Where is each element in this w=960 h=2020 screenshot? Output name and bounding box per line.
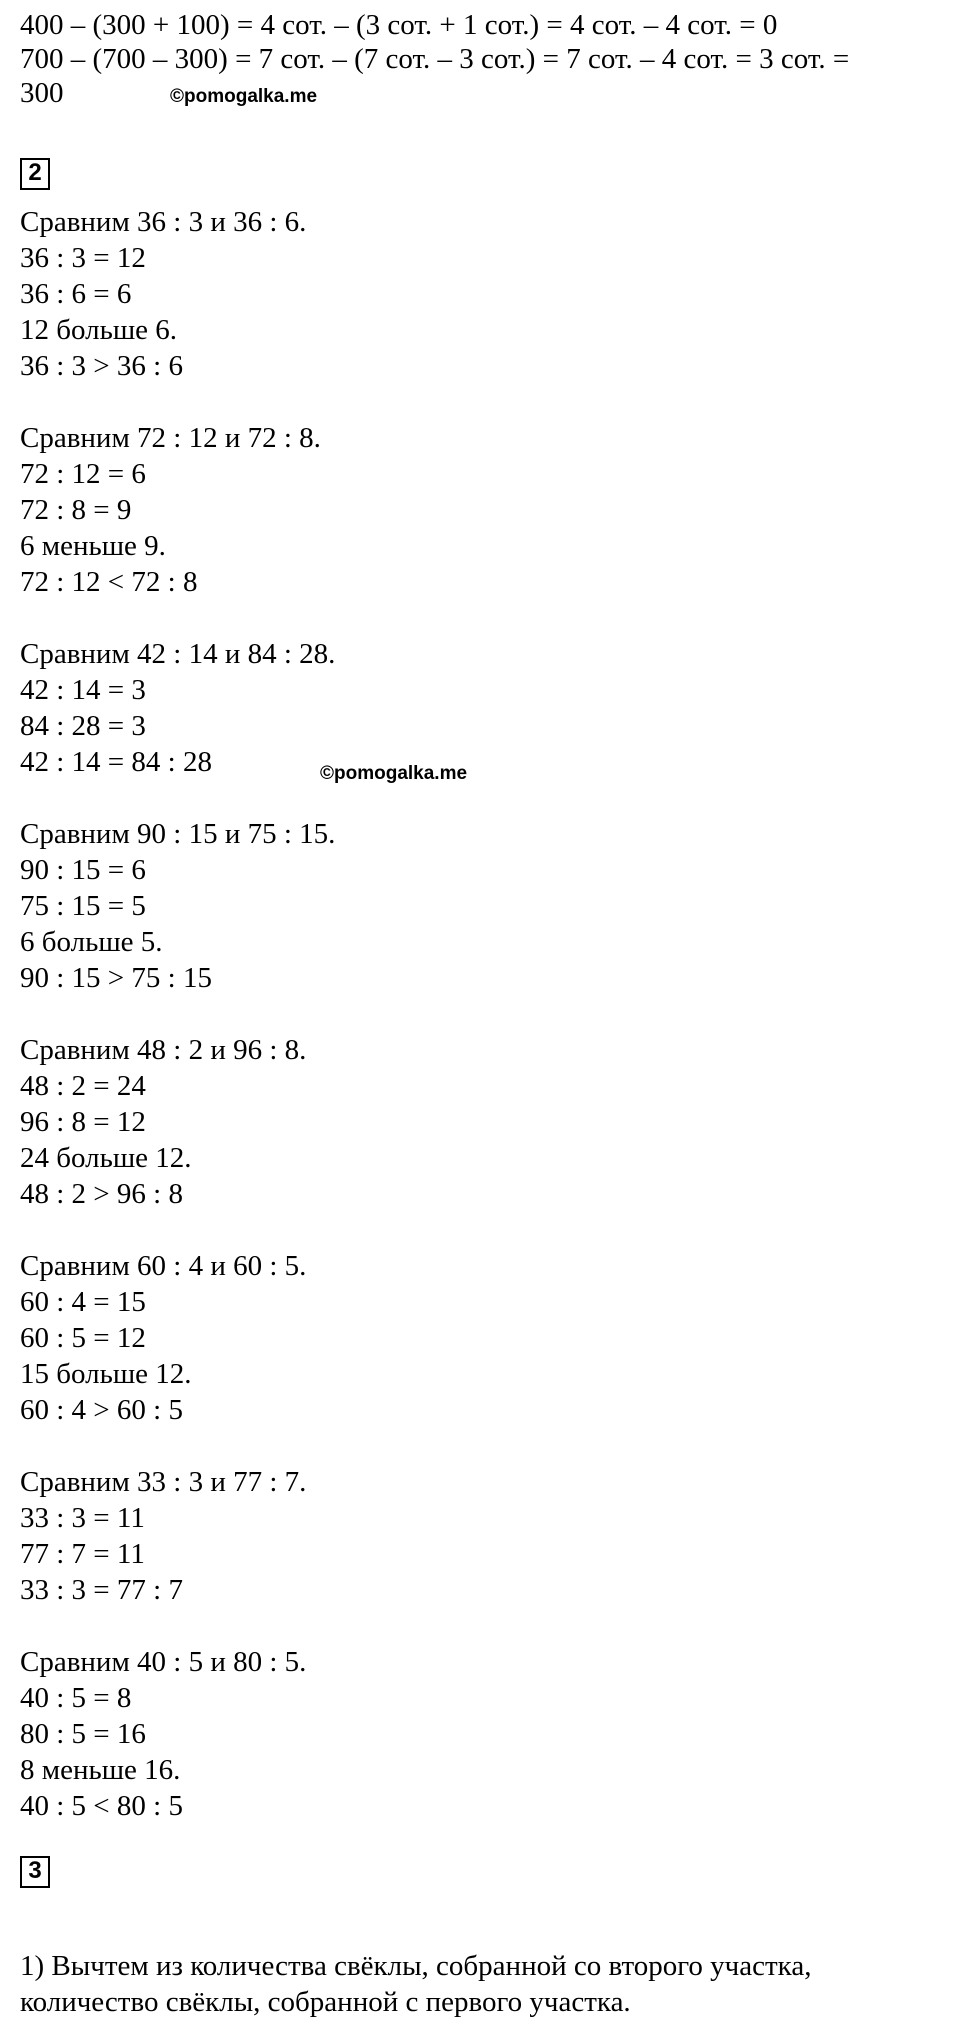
- comparison-heading: Сравним 36 : 3 и 36 : 6.: [20, 206, 307, 238]
- comparison-line: 72 : 8 = 9: [20, 494, 132, 526]
- block-spacer: [20, 600, 335, 636]
- comparison-line: 33 : 3 = 11: [20, 1502, 145, 1534]
- block-spacer: [20, 384, 335, 420]
- comparison-line: 72 : 12 = 6: [20, 458, 146, 490]
- block-spacer: [20, 1212, 335, 1248]
- comparison-line: 24 больше 12.: [20, 1142, 192, 1174]
- comparison-block: [20, 816, 335, 996]
- comparison-line: 60 : 5 = 12: [20, 1322, 146, 1354]
- comparison-line: 8 меньше 16.: [20, 1754, 181, 1786]
- comparison-line: 33 : 3 = 77 : 7: [20, 1574, 183, 1606]
- comparison-line: 42 : 14 = 3: [20, 674, 146, 706]
- task-2-body: [20, 204, 335, 1824]
- equation-line: 400 – (300 + 100) = 4 сот. – (3 сот. + 1 сот.) = 4 сот. – 4 сот. = 0: [20, 9, 778, 41]
- comparison-block: [20, 1644, 335, 1824]
- comparison-heading: Сравним 40 : 5 и 80 : 5.: [20, 1646, 307, 1678]
- comparison-line: 60 : 4 > 60 : 5: [20, 1394, 183, 1426]
- comparison-line: 12 больше 6.: [20, 314, 178, 346]
- comparison-line: 90 : 15 = 6: [20, 854, 146, 886]
- comparison-heading: Сравним 33 : 3 и 77 : 7.: [20, 1466, 307, 1498]
- comparison-line: 96 : 8 = 12: [20, 1106, 146, 1138]
- comparison-line: 6 больше 5.: [20, 926, 163, 958]
- comparison-line: 75 : 15 = 5: [20, 890, 146, 922]
- equation-line: 700 – (700 – 300) = 7 сот. – (7 сот. – 3 сот.) = 7 сот. – 4 сот. = 3 сот. =: [20, 43, 850, 75]
- comparison-line: 42 : 14 = 84 : 28: [20, 746, 212, 778]
- comparison-block: [20, 1248, 335, 1428]
- comparison-line: 60 : 4 = 15: [20, 1286, 146, 1318]
- comparison-line: 15 больше 12.: [20, 1358, 192, 1390]
- comparison-block: [20, 1464, 335, 1608]
- comparison-line: 48 : 2 = 24: [20, 1070, 146, 1102]
- comparison-line: 84 : 28 = 3: [20, 710, 146, 742]
- text-line: количество свёклы, собранной с первого участка.: [20, 1986, 631, 2018]
- watermark: ©pomogalka.me: [320, 763, 468, 784]
- comparison-heading: Сравним 60 : 4 и 60 : 5.: [20, 1250, 307, 1282]
- comparison-line: 36 : 3 > 36 : 6: [20, 350, 183, 382]
- task-3-body: [20, 1948, 811, 2020]
- task-number-box: 3: [20, 1856, 50, 1888]
- comparison-block: [20, 1032, 335, 1212]
- text-line: 1) Вычтем из количества свёклы, собранной со второго участка,: [20, 1950, 812, 1982]
- comparison-line: 40 : 5 < 80 : 5: [20, 1790, 183, 1822]
- comparison-heading: Сравним 48 : 2 и 96 : 8.: [20, 1034, 307, 1066]
- comparison-heading: Сравним 42 : 14 и 84 : 28.: [20, 638, 336, 670]
- comparison-line: 36 : 3 = 12: [20, 242, 146, 274]
- previous-task-tail: [20, 8, 849, 110]
- task-3-number: [20, 1856, 50, 1888]
- watermark: ©pomogalka.me: [170, 86, 318, 107]
- block-spacer: [20, 780, 335, 816]
- comparison-line: 48 : 2 > 96 : 8: [20, 1178, 183, 1210]
- comparison-block: [20, 420, 335, 600]
- comparison-heading: Сравним 90 : 15 и 75 : 15.: [20, 818, 336, 850]
- block-spacer: [20, 1608, 335, 1644]
- comparison-line: 6 меньше 9.: [20, 530, 166, 562]
- equation-line: 300: [20, 77, 64, 109]
- block-spacer: [20, 1428, 335, 1464]
- comparison-line: 90 : 15 > 75 : 15: [20, 962, 212, 994]
- comparison-heading: Сравним 72 : 12 и 72 : 8.: [20, 422, 321, 454]
- comparison-block: [20, 204, 335, 384]
- comparison-line: 40 : 5 = 8: [20, 1682, 132, 1714]
- comparison-line: 72 : 12 < 72 : 8: [20, 566, 198, 598]
- task-2-number: [20, 158, 50, 190]
- comparison-line: 80 : 5 = 16: [20, 1718, 146, 1750]
- comparison-line: 77 : 7 = 11: [20, 1538, 145, 1570]
- comparison-block: [20, 636, 335, 780]
- block-spacer: [20, 996, 335, 1032]
- comparison-line: 36 : 6 = 6: [20, 278, 132, 310]
- task-number-box: 2: [20, 158, 50, 190]
